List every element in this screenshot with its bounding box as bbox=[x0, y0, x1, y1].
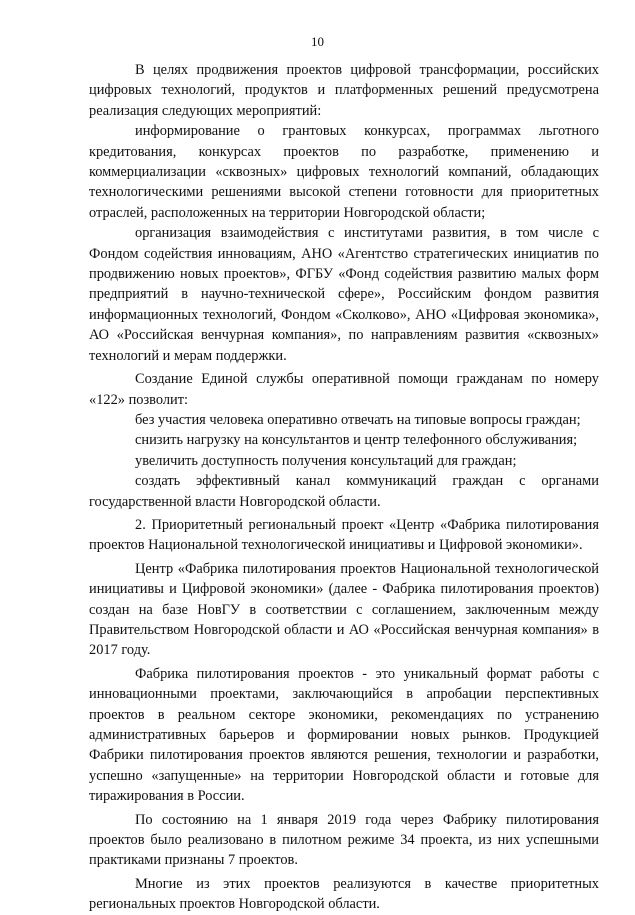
document-body bbox=[89, 60, 599, 915]
paragraph-development-institutes: организация взаимодействия с институтами развития, в том числе с Фондом содействия инновациям, АНО «Агентство стратегических инициатив по продвижению новых проектов», ФГБУ «Фонд содействия развитию малых форм предприятий в научно-технической сфере», Российским фондом развития информационных технологий, Фондом «Сколково», АНО «Цифровая экономика», АО «Российская венчурная компания», по направлениям развития «сквозных» технологий и мерам поддержки. bbox=[89, 225, 599, 364]
list-item-accessibility: увеличить доступность получения консультаций для граждан; bbox=[135, 452, 517, 469]
list-item-communication-channel: создать эффективный канал коммуникаций граждан с органами государственной власти Новгородской области. bbox=[89, 473, 599, 510]
list-item-typical-questions: без участия человека оперативно отвечать на типовые вопросы граждан; bbox=[135, 411, 581, 428]
paragraph-service-122: Создание Единой службы оперативной помощи гражданам по номеру «122» позволит: bbox=[89, 371, 599, 408]
paragraph-statistics-2019: По состоянию на 1 января 2019 года через Фабрику пилотирования проектов было реализовано в пилотном режиме 34 проекта, из них успешными практиками признаны 7 проектов. bbox=[89, 811, 599, 869]
list-item-reduce-load: снизить нагрузку на консультантов и центр телефонного обслуживания; bbox=[135, 432, 578, 449]
paragraph-center-description: Центр «Фабрика пилотирования проектов Национальной технологической инициативы и Цифровой экономики» (далее - Фабрика пилотирования проектов) создан на базе НовГУ в соответствии с соглашением, заключенным между Правительством Новгородской области и АО «Российская венчурная компания» в 2017 году. bbox=[89, 560, 599, 659]
paragraph-intro: В целях продвижения проектов цифровой трансформации, российских цифровых технологий, продуктов и платформенных решений предусмотрена реализация следующих мероприятий: bbox=[89, 62, 599, 119]
paragraph-regional-projects: Многие из этих проектов реализуются в качестве приоритетных региональных проектов Новгородской области. bbox=[89, 875, 599, 913]
paragraph-project-title: 2. Приоритетный региональный проект «Центр «Фабрика пилотирования проектов Национальной технологической инициативы и Цифровой экономики». bbox=[89, 516, 599, 554]
page-number: 10 bbox=[311, 34, 324, 49]
paragraph-factory-format: Фабрика пилотирования проектов - это уникальный формат работы с инновационными проектами, заключающийся в апробации перспективных проектов в реальном секторе экономики, рекомендациях по устранению административных барьеров и формировании новых рынков. Продукцией Фабрики пилотирования проектов являются решения, технологии и разработки, успешно «запущенные» на территории Новгородской области и готовые для тиражирования в России. bbox=[89, 665, 599, 805]
paragraph-grant-info: информирование о грантовых конкурсах, программах льготного кредитования, конкурсах проектов по разработке, применению и коммерциализации «сквозных» цифровых технологий компаний, обладающих технологическими решениями высокой степени готовности для приоритетных отраслей, расположенных на территории Новгородской области; bbox=[89, 123, 599, 221]
